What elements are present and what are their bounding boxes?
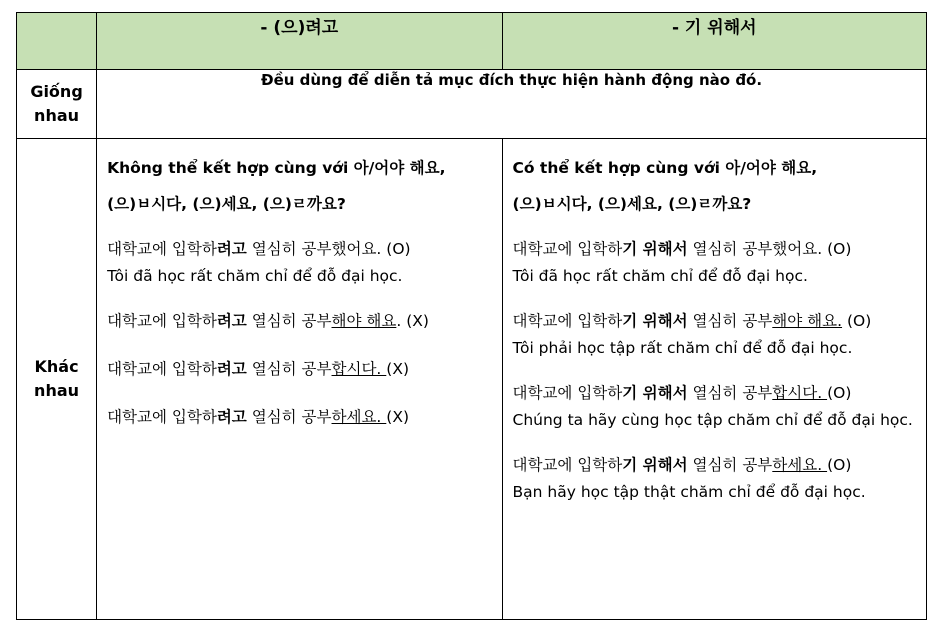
- mark: (O): [827, 384, 852, 402]
- ko-under: 하세요.: [331, 408, 387, 426]
- ko-mid: 열심히 공부: [246, 408, 332, 426]
- ko-bold: 기 위해서: [622, 240, 688, 258]
- vietnamese-translation: Tôi phải học tập rất chăm chỉ để đỗ đại học.: [512, 339, 853, 357]
- ko-prefix: 대학교에 입학하: [512, 456, 623, 474]
- mark: (O): [822, 240, 852, 258]
- ko-under: 합시다.: [772, 384, 828, 402]
- rule-col-b: [513, 150, 917, 222]
- similarity-label: Giống nhau: [17, 70, 97, 139]
- grammar-comparison-table: [16, 12, 927, 620]
- example-sentence: [107, 234, 492, 288]
- difference-col-b: [502, 139, 926, 620]
- ko-bold: 려고: [216, 240, 247, 258]
- mark: . (X): [396, 312, 429, 330]
- ko-under: 했어요.: [331, 240, 382, 258]
- vietnamese-translation: Chúng ta hãy cùng học tập chăm chỉ để đỗ đại học.: [512, 411, 913, 429]
- ko-under: 해야 해요: [331, 312, 397, 330]
- difference-label: Khác nhau: [17, 139, 97, 620]
- ko-prefix: 대학교에 입학하: [512, 384, 623, 402]
- mark: (O): [381, 240, 411, 258]
- ko-mid: 열심히 공부: [687, 240, 773, 258]
- header-row: [17, 13, 927, 70]
- ko-mid: 열심히 공부: [246, 312, 332, 330]
- korean-sentence: [107, 354, 492, 384]
- korean-sentence: [513, 234, 917, 264]
- header-col-b: - 기 위해서: [502, 13, 926, 70]
- mark: (O): [827, 456, 852, 474]
- rule-line: Không thể kết hợp cùng với 아/어야 해요,: [107, 159, 446, 177]
- similarity-row: [17, 70, 927, 139]
- korean-sentence: [513, 378, 917, 408]
- rule-col-a: [107, 150, 492, 222]
- rule-line: Có thể kết hợp cùng với 아/어야 해요,: [512, 159, 818, 177]
- ko-mid: 열심히 공부: [687, 312, 773, 330]
- korean-sentence: [513, 306, 917, 336]
- mark: (X): [386, 408, 410, 426]
- example-sentence: [107, 354, 492, 384]
- mark: (X): [386, 360, 410, 378]
- korean-sentence: [107, 402, 492, 432]
- korean-sentence: [107, 234, 492, 264]
- ko-bold: 려고: [216, 312, 247, 330]
- korean-sentence: [107, 306, 492, 336]
- vietnamese-translation: Tôi đã học rất chăm chỉ để đỗ đại học.: [512, 267, 808, 285]
- ko-prefix: 대학교에 입학하: [512, 312, 623, 330]
- ko-bold: 려고: [216, 408, 247, 426]
- vietnamese-translation: Tôi đã học rất chăm chỉ để đỗ đại học.: [107, 267, 403, 285]
- ko-mid: 열심히 공부: [687, 456, 773, 474]
- ko-mid: 열심히 공부: [246, 240, 332, 258]
- ko-prefix: 대학교에 입학하: [512, 240, 623, 258]
- ko-bold: 기 위해서: [622, 312, 688, 330]
- ko-bold: 려고: [216, 360, 247, 378]
- header-col-a: - (으)려고: [97, 13, 502, 70]
- ko-prefix: 대학교에 입학하: [107, 240, 217, 258]
- ko-bold: 기 위해서: [622, 456, 688, 474]
- rule-line: (으)ㅂ시다, (으)세요, (으)ㄹ까요?: [512, 195, 752, 213]
- ko-mid: 열심히 공부: [687, 384, 773, 402]
- ko-prefix: 대학교에 입학하: [107, 312, 217, 330]
- example-sentence: [513, 450, 917, 504]
- example-sentence: [513, 234, 917, 288]
- example-sentence: [513, 306, 917, 360]
- difference-row: [17, 139, 927, 620]
- ko-prefix: 대학교에 입학하: [107, 408, 217, 426]
- ko-prefix: 대학교에 입학하: [107, 360, 217, 378]
- example-sentence: [513, 378, 917, 432]
- ko-under: 했어요.: [772, 240, 823, 258]
- ko-bold: 기 위해서: [622, 384, 688, 402]
- ko-mid: 열심히 공부: [246, 360, 332, 378]
- difference-col-a: [97, 139, 502, 620]
- similarity-text: Đều dùng để diễn tả mục đích thực hiện hành động nào đó.: [97, 70, 927, 139]
- korean-sentence: [513, 450, 917, 480]
- vietnamese-translation: Bạn hãy học tập thật chăm chỉ để đỗ đại học.: [512, 483, 866, 501]
- ko-under: 하세요.: [772, 456, 828, 474]
- mark: (O): [842, 312, 872, 330]
- ko-under: 합시다.: [331, 360, 387, 378]
- ko-under: 해야 해요.: [772, 312, 843, 330]
- header-empty-cell: [17, 13, 97, 70]
- rule-line: (으)ㅂ시다, (으)세요, (으)ㄹ까요?: [107, 195, 346, 213]
- example-sentence: [107, 306, 492, 336]
- example-sentence: [107, 402, 492, 432]
